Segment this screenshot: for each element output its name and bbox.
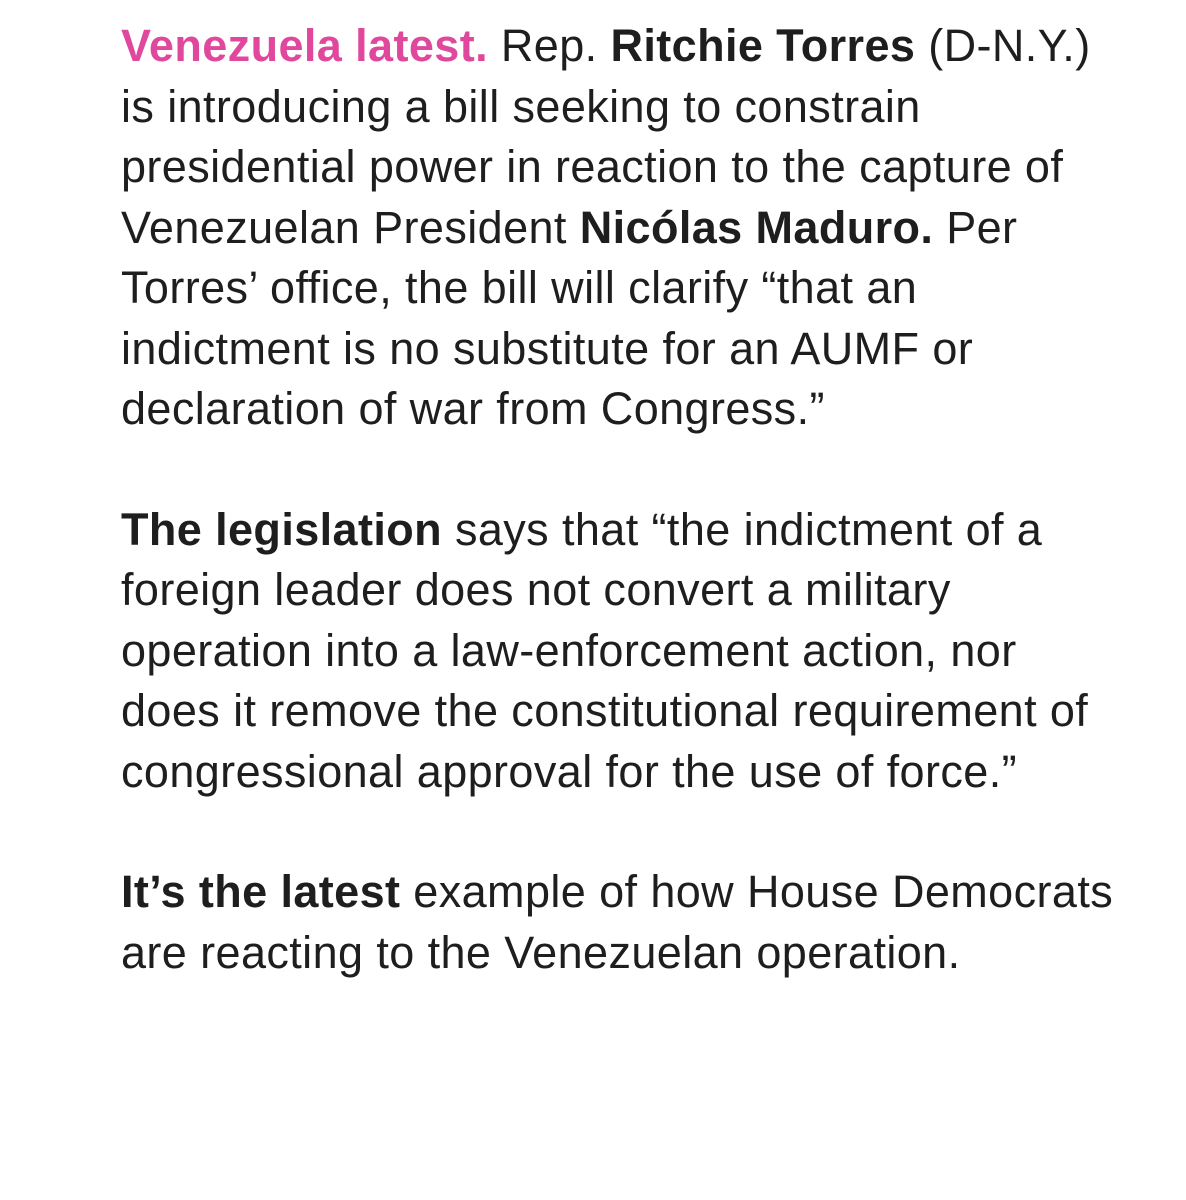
paragraph-text: Rep. — [487, 20, 611, 71]
person-name-maduro: Nicólas Maduro. — [579, 201, 934, 253]
paragraph-lede: The legislation — [121, 503, 443, 555]
person-name-torres: Ritchie Torres — [610, 20, 916, 71]
paragraph-latest-example — [121, 862, 1126, 983]
paragraph-legislation — [121, 500, 1126, 803]
paragraph-text: example of how House Democrats are reacting to the Venezuelan operation. — [121, 866, 1114, 978]
paragraph-text: Per Torres’ office, the bill will clarify “that an indictment is no substitute for an AUMF or declaration of war from Congress.” — [121, 201, 1018, 434]
paragraph-text: says that “the indictment of a foreign leader does not convert a military operation into a law-enforcement action, nor does it remove the constitutional requirement of congressional approval for the use of force.” — [121, 503, 1089, 797]
paragraph-venezuela-latest — [121, 16, 1126, 440]
paragraph-text: (D-N.Y.) is introducing a bill seeking to constrain presidential power in reaction to the capture of Venezuelan President — [121, 20, 1091, 253]
section-kicker: Venezuela latest. — [121, 20, 488, 71]
paragraph-lede: It’s the latest — [121, 866, 401, 917]
